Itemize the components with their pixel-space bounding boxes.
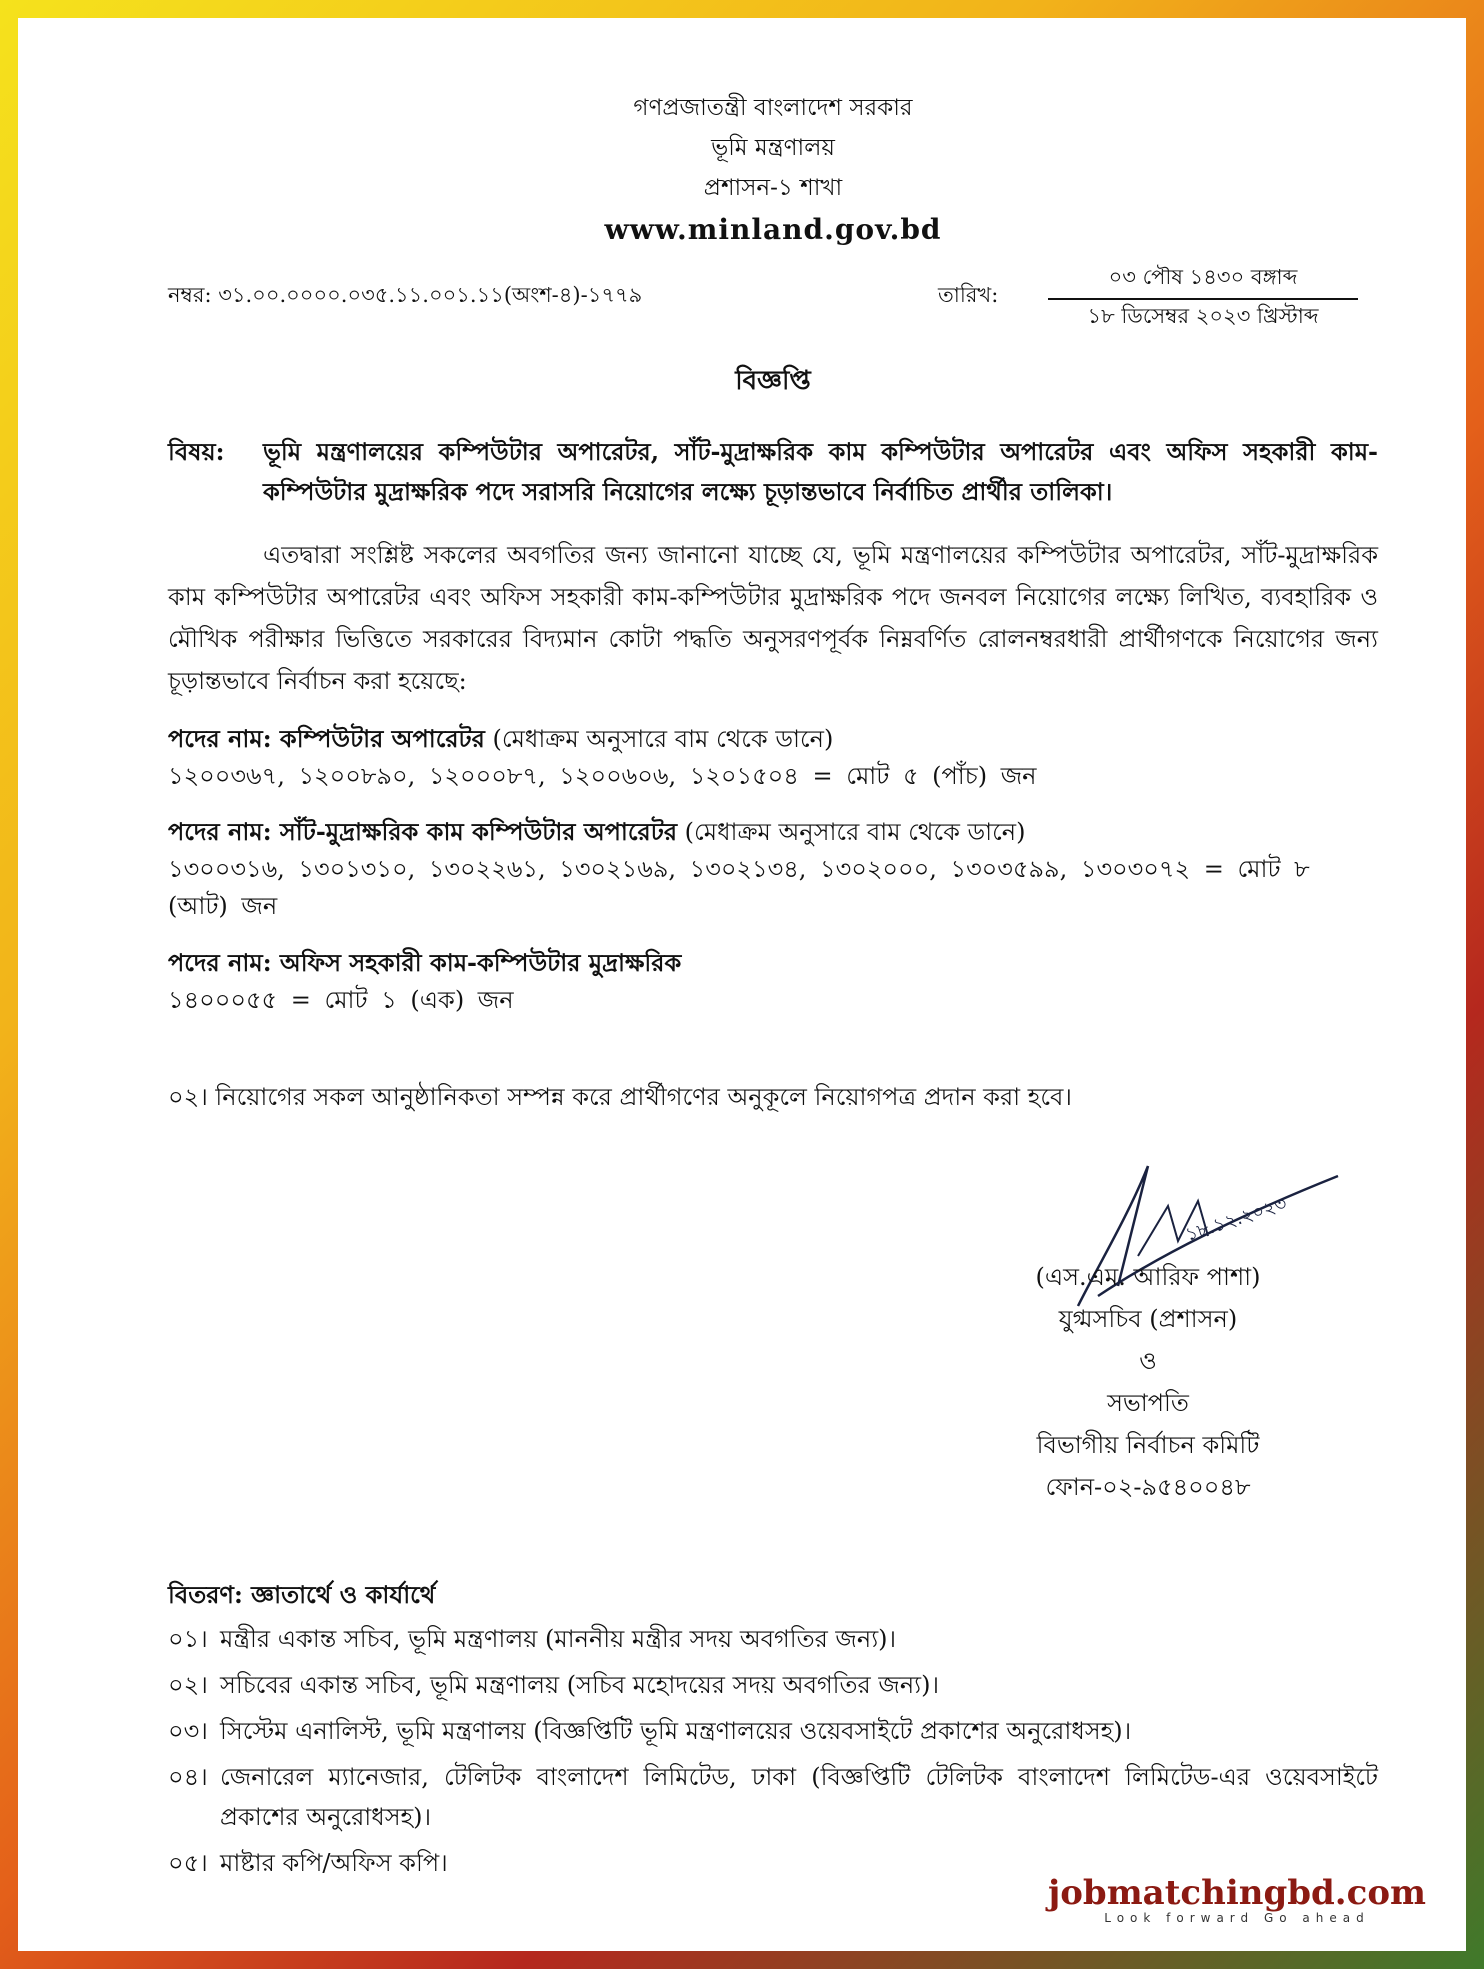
- reference-number: নম্বর: ৩১.০০.০০০০.০৩৫.১১.০০১.১১(অংশ-৪)-১৭৭৯: [168, 283, 643, 308]
- roll-list: ১৪০০০৫৫ = মোট ১ (এক) জন: [168, 985, 514, 1014]
- signatory-committee: বিভাগীয় নির্বাচন কমিটি: [1036, 1431, 1260, 1460]
- subject-text: ভূমি মন্ত্রণালয়ের কম্পিউটার অপারেটর, সাঁট-মুদ্রাক্ষরিক কাম কম্পিউটার অপারেটর এবং অফিস সহকারী কাম-কম্পিউটার মুদ্রাক্ষরিক পদে সরাসরি নিয়োগের লক্ষ্যে চূড়ান্তভাবে নির্বাচিত প্রার্থীর তালিকা।: [263, 436, 1378, 506]
- item-number: ০১।: [168, 1625, 208, 1654]
- item-number: ০৫।: [168, 1849, 208, 1878]
- item-number: ০৪।: [168, 1763, 208, 1792]
- letterhead: [168, 88, 1378, 251]
- date-english: ১৮ ডিসেম্বর ২০২৩ খ্রিস্টাব্দ: [1087, 303, 1319, 328]
- post-title: পদের নাম: অফিস সহকারী কাম-কম্পিউটার মুদ্রাক্ষরিক: [168, 947, 682, 977]
- signatory-designation: যুগ্মসচিব (প্রশাসন): [1058, 1305, 1238, 1334]
- date-values: [1048, 261, 1358, 332]
- post-note: (মেধাক্রম অনুসারে বাম থেকে ডানে): [677, 818, 1026, 847]
- roll-list: ১২০০৩৬৭, ১২০০৮৯০, ১২০০০৮৭, ১২০০৬০৬, ১২০১৫০৪ = মোট ৫ (পাঁচ) জন: [168, 761, 1037, 790]
- item-number: ০৩।: [168, 1717, 208, 1746]
- item-text: সচিবের একান্ত সচিব, ভূমি মন্ত্রণালয় (সচিব মহোদয়ের সদয় অবগতির জন্য)।: [220, 1671, 940, 1700]
- watermark-tagline: Look forward Go ahead: [1104, 1911, 1370, 1925]
- item-text: জেনারেল ম্যানেজার, টেলিটক বাংলাদেশ লিমিটেড, ঢাকা (বিজ্ঞপ্তিটি টেলিটক বাংলাদেশ লিমিটেড-এর ওয়েবসাইটে প্রকাশের অনুরোধসহ)।: [220, 1763, 1378, 1832]
- post-computer-operator: [168, 720, 1378, 795]
- post-title: পদের নাম: কম্পিউটার অপারেটর: [168, 723, 485, 753]
- watermark: [1048, 1875, 1426, 1925]
- notice-document: [168, 88, 1378, 1883]
- signatory-name: (এস.এম. আরিফ পাশা): [1035, 1263, 1261, 1292]
- list-item: [168, 1665, 1378, 1705]
- list-item: [168, 1757, 1378, 1837]
- signatory-and: ও: [1139, 1347, 1157, 1376]
- signatory-details: [988, 1256, 1308, 1508]
- list-item: [168, 1711, 1378, 1751]
- reference-row: [168, 261, 1378, 341]
- date-label: তারিখ:: [938, 283, 999, 308]
- item-text: সিস্টেম এনালিস্ট, ভূমি মন্ত্রণালয় (বিজ্ঞপ্তিটি ভূমি মন্ত্রণালয়ের ওয়েবসাইটে প্রকাশের অনুরোধসহ)।: [220, 1717, 1132, 1746]
- list-item: [168, 1619, 1378, 1659]
- section-name: প্রশাসন-১ শাখা: [703, 175, 843, 201]
- roll-list: ১৩০০৩১৬, ১৩০১৩১০, ১৩০২২৬১, ১৩০২১৬৯, ১৩০২১৩৪, ১৩০২০০০, ১৩০৩৫৯৯, ১৩০৩০৭২ = মোট ৮ (আট) জন: [168, 855, 1310, 921]
- watermark-brand: jobmatchingbd.com: [1047, 1873, 1426, 1913]
- post-stenotypist: [168, 813, 1378, 926]
- website-url: www.minland.gov.bd: [604, 213, 942, 246]
- signature-block: [168, 1146, 1378, 1566]
- signature-date: ১৮.১২.২০২৩: [1183, 1193, 1290, 1246]
- item-number: ০২।: [168, 1671, 208, 1700]
- item-text: মাষ্টার কপি/অফিস কপি।: [220, 1849, 448, 1878]
- post-title: পদের নাম: সাঁট-মুদ্রাক্ষরিক কাম কম্পিউটার অপারেটর: [168, 817, 678, 847]
- note-02: ০২। নিয়োগের সকল আনুষ্ঠানিকতা সম্পন্ন করে প্রার্থীগণের অনুকূলে নিয়োগপত্র প্রদান করা হবে।: [168, 1083, 1072, 1111]
- notice-title: বিজ্ঞপ্তি: [735, 366, 811, 397]
- date-bangla: ০৩ পৌষ ১৪৩০ বঙ্গাব্দ: [1048, 261, 1358, 300]
- govt-name: গণপ্রজাতন্ত্রী বাংলাদেশ সরকার: [633, 95, 913, 121]
- subject: [168, 432, 1378, 512]
- body-paragraph: এতদ্বারা সংশ্লিষ্ট সকলের অবগতির জন্য জানানো যাচ্ছে যে, ভূমি মন্ত্রণালয়ের কম্পিউটার অপারেটর, সাঁট-মুদ্রাক্ষরিক কাম কম্পিউটার অপারেটর এবং অফিস সহকারী কাম-কম্পিউটার মুদ্রাক্ষরিক পদে জনবল নিয়োগের লক্ষ্যে লিখিত, ব্যবহারিক ও মৌখিক পরীক্ষার ভিত্তিতে সরকারের বিদ্যমান কোটা পদ্ধতি অনুসরণপূর্বক নিম্নবর্ণিত রোলনম্বরধারী প্রার্থীগণকে নিয়োগের জন্য চূড়ান্তভাবে নির্বাচন করা হয়েছে:: [168, 540, 1378, 695]
- post-note: (মেধাক্রম অনুসারে বাম থেকে ডানে): [484, 724, 834, 753]
- signatory-phone: ফোন-০২-৯৫৪০০৪৮: [1045, 1473, 1251, 1502]
- subject-label: বিষয়:: [168, 436, 225, 466]
- item-text: মন্ত্রীর একান্ত সচিব, ভূমি মন্ত্রণালয় (মাননীয় মন্ত্রীর সদয় অবগতির জন্য)।: [220, 1625, 897, 1654]
- ministry-name: ভূমি মন্ত্রণালয়: [711, 135, 835, 161]
- distribution-list: [168, 1619, 1378, 1883]
- distribution-title: বিতরণ: জ্ঞাতার্থে ও কার্যার্থে: [168, 1580, 436, 1610]
- signatory-role: সভাপতি: [1107, 1389, 1189, 1418]
- document-page: [18, 18, 1466, 1951]
- post-office-assistant: [168, 944, 1378, 1019]
